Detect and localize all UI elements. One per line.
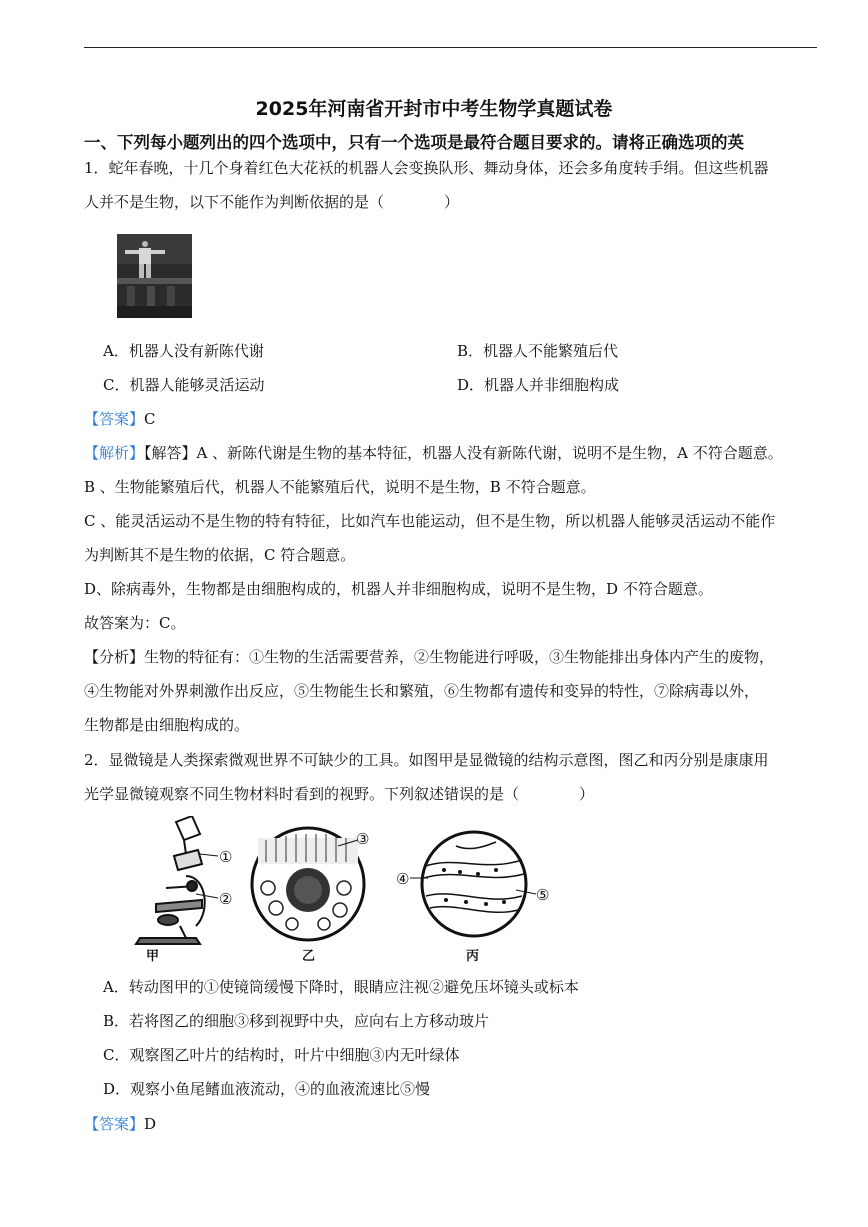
label-yi: 乙 xyxy=(302,949,316,964)
q2-option-a[interactable]: A．转动图甲的①使镜筒缓慢下降时，眼睛应注视②避免压坏镜头或标本 xyxy=(103,978,579,996)
header-rule xyxy=(84,47,817,48)
answer-tag: 【答案】 xyxy=(84,410,145,428)
q1-answer xyxy=(84,409,824,429)
q2-stem-line2: 光学显微镜观察不同生物材料时看到的视野。下列叙述错误的是（ ） xyxy=(84,785,595,803)
analysis-tag: 【解析】 xyxy=(84,444,145,462)
marker-2: ② xyxy=(219,890,233,908)
blood-flow-drawing xyxy=(422,832,526,936)
q1-option-d[interactable]: D．机器人并非细胞构成 xyxy=(457,376,620,394)
document-title: 2025年河南省开封市中考生物学真题试卷 xyxy=(255,98,613,120)
q1-option-a[interactable]: A．机器人没有新陈代谢 xyxy=(103,342,264,360)
q1-analysis-line3: C 、能灵活运动不是生物的特有特征，比如汽车也能运动，但不是生物，所以机器人能够灵活运动不能作 xyxy=(84,512,776,530)
marker-5: ⑤ xyxy=(536,886,550,904)
q2-answer xyxy=(84,1114,824,1134)
microscope-figure xyxy=(126,816,566,966)
label-bing: 丙 xyxy=(466,949,480,964)
section-heading: 一、下列每小题列出的四个选项中，只有一个选项是最符合题目要求的。请将正确选项的英 xyxy=(84,133,744,152)
q1-conclusion: 故答案为：C。 xyxy=(84,614,186,632)
q1-analysis-line5: D、除病毒外，生物都是由细胞构成的，机器人并非细胞构成，说明不是生物，D 不符合题意。 xyxy=(84,580,713,598)
answer-value: C xyxy=(144,410,156,428)
q1-fenxi-line3: 生物都是由细胞构成的。 xyxy=(84,716,250,734)
answer-value: D xyxy=(144,1115,157,1133)
robot-photo xyxy=(117,234,192,318)
q2-stem-line1: 2．显微镜是人类探索微观世界不可缺少的工具。如图甲是显微镜的结构示意图，图乙和丙分别是康康用 xyxy=(84,751,769,769)
q1-option-b[interactable]: B．机器人不能繁殖后代 xyxy=(457,342,619,360)
q1-analysis-line1: 【解析】【解答】A 、新陈代谢是生物的基本特征，机器人没有新陈代谢，说明不是生物，A 不符合题意。 xyxy=(84,444,783,462)
q1-option-c[interactable]: C．机器人能够灵活运动 xyxy=(103,376,265,394)
q1-fenxi-line1: 【分析】生物的特征有：①生物的生活需要营养，②生物能进行呼吸，③生物能排出身体内产生的废物， xyxy=(84,648,775,666)
answer-tag: 【答案】 xyxy=(84,1115,145,1133)
marker-4: ④ xyxy=(396,870,410,888)
q1-stem-line2: 人并不是生物，以下不能作为判断依据的是（ ） xyxy=(84,193,460,211)
q1-fenxi-line2: ④生物能对外界刺激作出反应，⑤生物能生长和繁殖，⑥生物都有遗传和变异的特性，⑦除病毒以外， xyxy=(84,682,760,700)
q1-number: 1． xyxy=(84,159,109,177)
marker-3: ③ xyxy=(356,830,370,848)
q1-analysis-line4: 为判断其不是生物的依据，C 符合题意。 xyxy=(84,546,356,564)
q2-option-d[interactable]: D．观察小鱼尾鳍血液流动，④的血液流速比⑤慢 xyxy=(103,1080,431,1098)
label-jia: 甲 xyxy=(146,949,160,964)
microscope-drawing xyxy=(136,816,205,944)
q2-option-c[interactable]: C．观察图乙叶片的结构时，叶片中细胞③内无叶绿体 xyxy=(103,1046,460,1064)
q1-stem-line1: 1．蛇年春晚，十几个身着红色大花袄的机器人会变换队形、舞动身体，还会多角度转手绢。但这些机器 xyxy=(84,159,769,177)
marker-1: ① xyxy=(219,848,233,866)
q2-number: 2． xyxy=(84,751,109,769)
q2-option-b[interactable]: B．若将图乙的细胞③移到视野中央，应向右上方移动玻片 xyxy=(103,1012,490,1030)
leaf-section-drawing xyxy=(252,828,364,940)
q1-analysis-line2: B 、生物能繁殖后代，机器人不能繁殖后代，说明不是生物，B 不符合题意。 xyxy=(84,478,596,496)
